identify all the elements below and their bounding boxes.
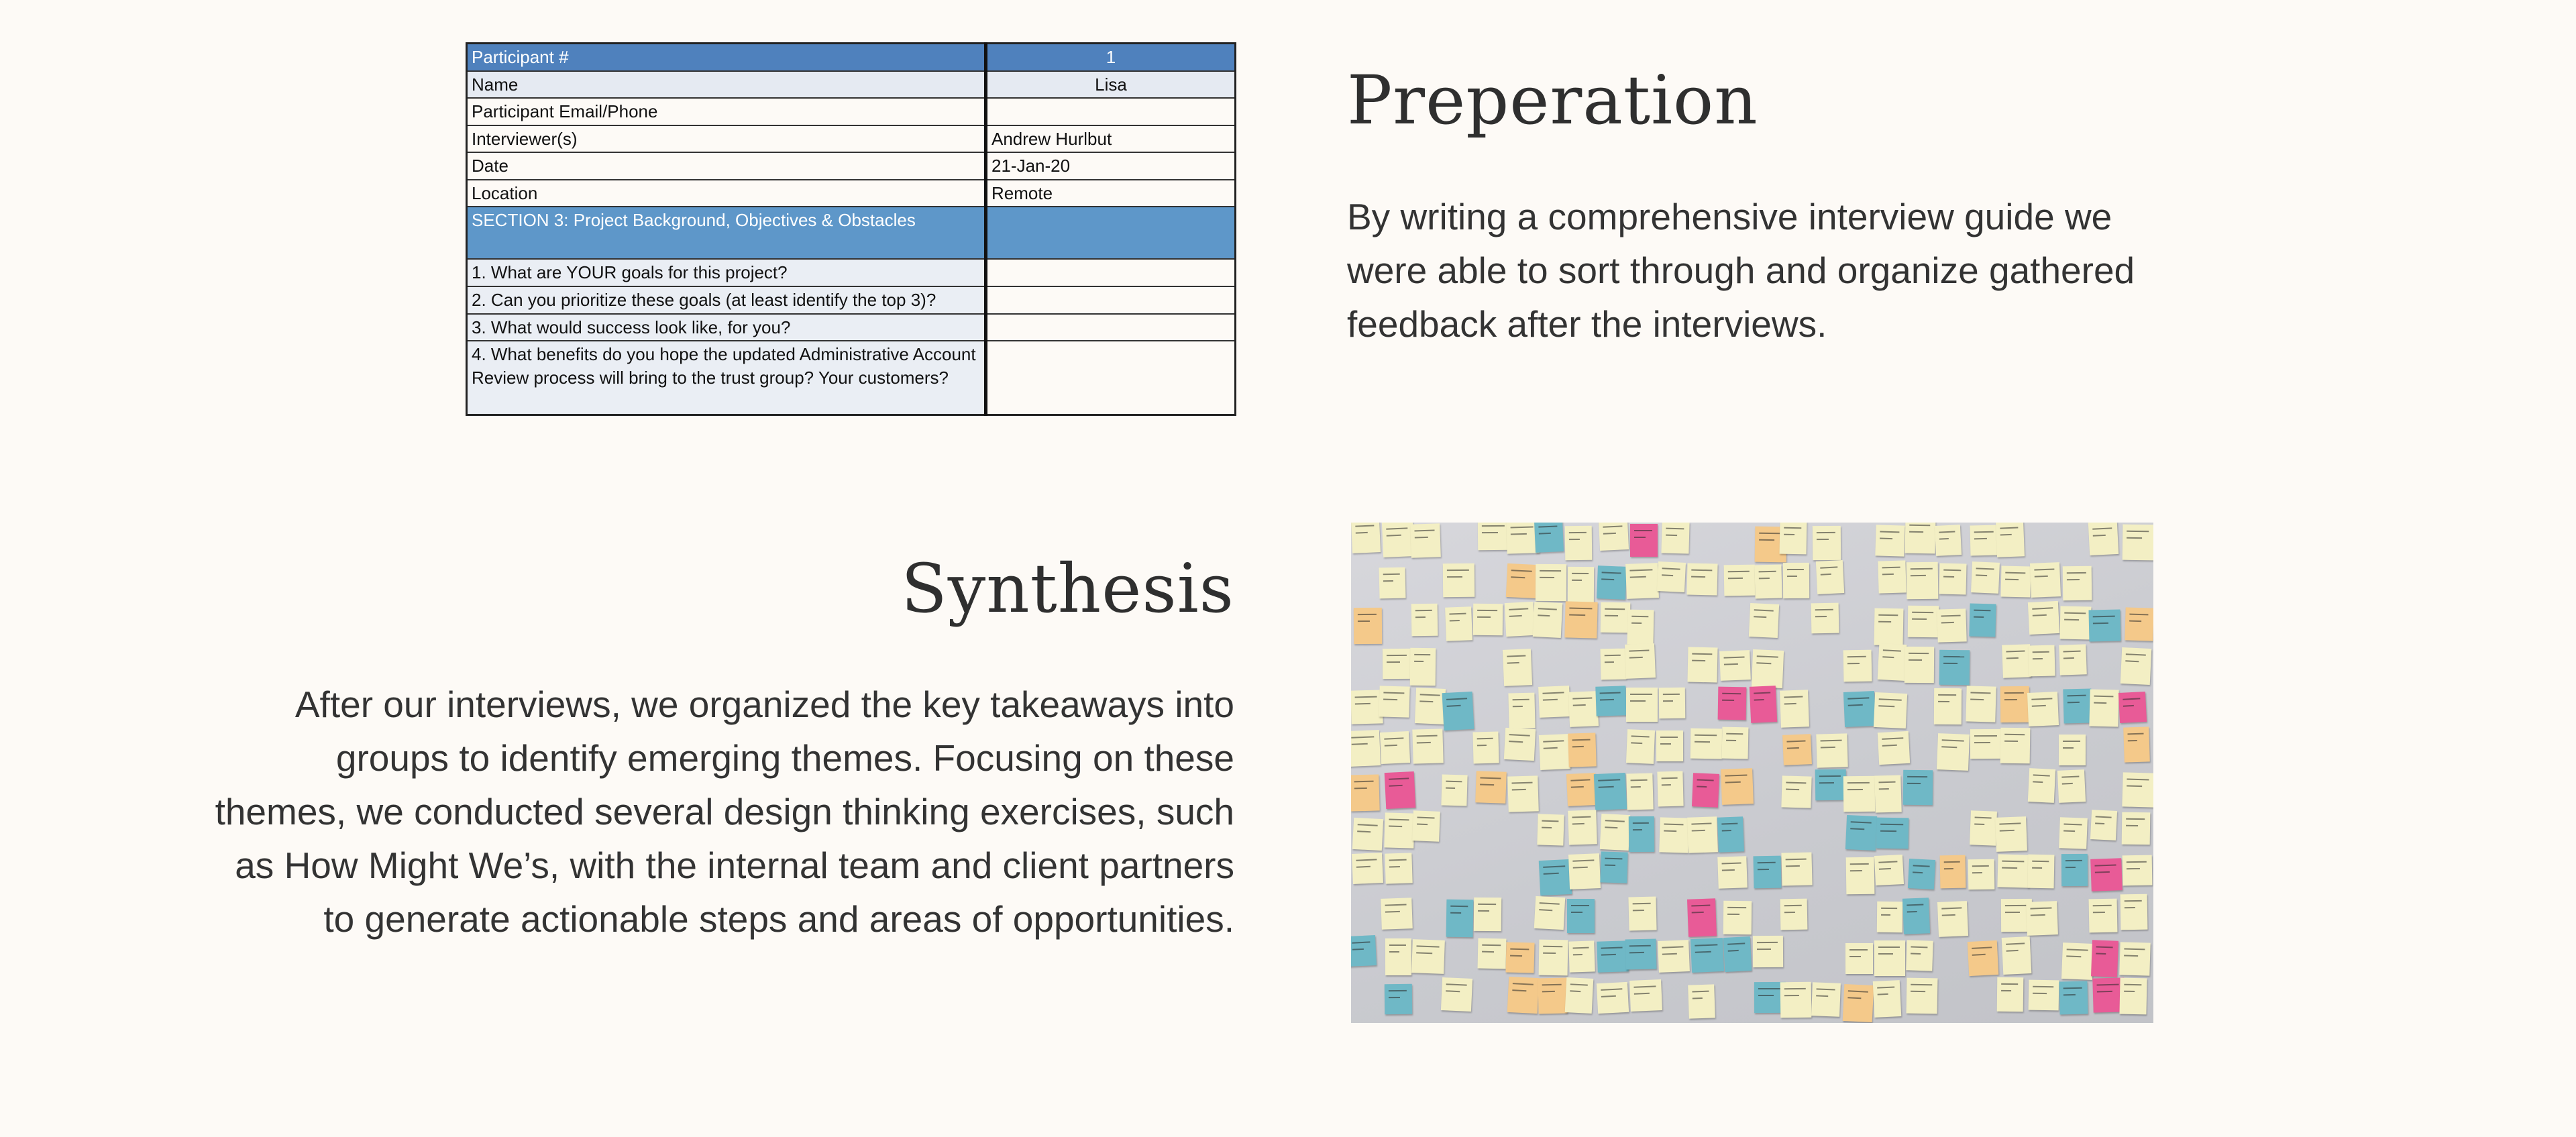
sticky-note	[1503, 649, 1532, 686]
sticky-note	[2028, 645, 2055, 677]
sticky-note	[1601, 649, 1627, 680]
sticky-note	[1970, 810, 1997, 845]
sticky-note	[2027, 692, 2059, 726]
sticky-note	[1688, 984, 1715, 1018]
sticky-note	[1811, 603, 1839, 634]
sticky-note	[2088, 523, 2118, 555]
sticky-note	[1749, 603, 1779, 638]
sticky-note	[1352, 818, 1383, 851]
sticky-note	[1597, 982, 1629, 1014]
question-row	[467, 314, 1236, 341]
sticky-note	[1659, 817, 1689, 853]
sticky-note	[1629, 979, 1662, 1012]
sticky-note	[1379, 686, 1409, 717]
sticky-note	[2026, 901, 2058, 936]
sticky-note	[2123, 855, 2153, 886]
sticky-note	[2000, 686, 2029, 722]
sticky-note	[1472, 732, 1499, 764]
sticky-note	[1445, 606, 1472, 641]
sticky-note	[1939, 650, 1970, 685]
answer-cell	[986, 341, 1236, 415]
sticky-note	[2121, 647, 2151, 685]
sticky-note	[1595, 686, 1626, 716]
question-row	[467, 286, 1236, 314]
sticky-note	[1904, 647, 1934, 683]
sticky-note	[1656, 730, 1683, 761]
sticky-note	[2028, 768, 2055, 803]
sticky-note	[1723, 936, 1752, 972]
table-header-row	[467, 44, 1236, 71]
sticky-note	[1351, 523, 1381, 553]
sticky-note	[1534, 523, 1564, 553]
sticky-note	[1780, 899, 1808, 930]
sticky-note	[1568, 691, 1599, 727]
synthesis-title: Synthesis	[901, 549, 1234, 628]
sticky-note	[1410, 523, 1441, 557]
interviewer-label: Interviewer(s)	[467, 125, 986, 153]
table-row	[467, 98, 1236, 125]
sticky-note	[2090, 858, 2123, 891]
sticky-note	[1415, 688, 1446, 724]
sticky-note	[1845, 943, 1873, 974]
sticky-note	[2030, 562, 2061, 598]
sticky-note	[1966, 686, 1996, 722]
sticky-note	[2063, 566, 2092, 601]
name-label: Name	[467, 71, 986, 99]
sticky-note	[1568, 853, 1601, 889]
sticky-note	[1717, 816, 1744, 852]
sticky-note	[2091, 940, 2118, 977]
sticky-note	[1441, 774, 1467, 806]
sticky-note	[1539, 734, 1570, 770]
location-value: Remote	[986, 180, 1236, 207]
sticky-note	[1351, 730, 1381, 767]
answer-cell	[986, 286, 1236, 314]
sticky-note	[1935, 525, 1962, 556]
sticky-note	[2123, 525, 2153, 561]
sticky-note	[1505, 942, 1534, 973]
section-header-row	[467, 207, 1236, 259]
sticky-note	[1816, 733, 1847, 767]
sticky-note	[2028, 855, 2055, 889]
sticky-note	[1907, 562, 1939, 600]
question-text: 1. What are YOUR goals for this project?	[467, 259, 986, 286]
sticky-note	[1843, 776, 1876, 812]
sticky-note	[1625, 563, 1659, 599]
sticky-note	[1412, 728, 1443, 763]
sticky-note	[1687, 898, 1717, 937]
sticky-note	[2118, 692, 2147, 723]
sticky-note	[1934, 688, 1962, 724]
sticky-note	[1626, 688, 1658, 722]
sticky-note	[1385, 771, 1416, 809]
sticky-note	[1626, 773, 1653, 810]
sticky-note	[1843, 984, 1874, 1022]
sticky-note	[1907, 978, 1938, 1014]
sticky-note	[1505, 602, 1536, 637]
sticky-note	[1474, 898, 1501, 931]
sticky-note	[1658, 940, 1690, 973]
sticky-note	[1969, 603, 1996, 637]
sticky-note	[1625, 939, 1657, 970]
sticky-note	[1475, 771, 1507, 803]
sticky-note	[1780, 982, 1812, 1018]
answer-cell	[986, 314, 1236, 341]
section-empty-cell	[986, 207, 1236, 259]
sticky-note	[1874, 608, 1904, 646]
sticky-note	[1383, 649, 1412, 679]
sticky-note	[2123, 726, 2150, 762]
sticky-note	[1908, 606, 1939, 638]
sticky-note	[1874, 692, 1907, 728]
sticky-note	[1601, 602, 1631, 633]
sticky-note	[2028, 601, 2059, 635]
sticky-note	[1997, 977, 2024, 1012]
sticky-note	[1717, 856, 1748, 888]
sticky-note	[1968, 859, 1995, 890]
sticky-note	[1507, 775, 1539, 812]
sticky-note	[1565, 526, 1593, 560]
sticky-note	[2059, 981, 2088, 1015]
sticky-note	[1594, 773, 1627, 810]
sticky-note	[1813, 526, 1841, 560]
sticky-note	[1625, 643, 1656, 679]
sticky-note	[1724, 565, 1756, 596]
sticky-note	[1536, 564, 1566, 601]
sticky-note	[1968, 940, 1999, 976]
sticky-note	[1686, 563, 1717, 595]
sticky-note	[1970, 525, 1999, 556]
interviewer-value: Andrew Hurlbut	[986, 125, 1236, 153]
preparation-body: By writing a comprehensive interview guide we were able to sort through and organize gathered feedback after the interviews.	[1347, 196, 2135, 345]
table-row	[467, 125, 1236, 153]
sticky-note	[1627, 610, 1654, 645]
sticky-note	[2002, 936, 2032, 975]
sticky-note	[1937, 608, 1966, 642]
sticky-note	[2061, 854, 2088, 886]
sticky-note	[1875, 525, 1904, 556]
sticky-note	[1874, 775, 1902, 812]
sticky-note	[1533, 602, 1562, 638]
sticky-note	[1354, 608, 1382, 644]
sticky-note	[1351, 690, 1383, 724]
sticky-note	[1568, 940, 1595, 972]
date-label: Date	[467, 152, 986, 180]
sticky-note	[1351, 774, 1380, 811]
sticky-note	[1539, 859, 1572, 896]
sticky-note	[1754, 856, 1782, 889]
location-label: Location	[467, 180, 986, 207]
sticky-note	[2057, 769, 2086, 803]
sticky-note	[2063, 688, 2092, 723]
sticky-note	[1718, 687, 1747, 720]
sticky-note	[2000, 728, 2031, 764]
sticky-note	[2002, 644, 2031, 678]
sticky-note	[1811, 982, 1841, 1017]
sticky-note	[1752, 649, 1784, 688]
question-text: 4. What benefits do you hope the updated Administrative Account Review process will bring to the trust group? Your customers?	[467, 341, 986, 415]
sticky-note	[1597, 940, 1629, 973]
sticky-note	[1845, 815, 1877, 851]
sticky-note	[1874, 855, 1904, 885]
sticky-note	[2125, 607, 2153, 641]
sticky-note	[1873, 980, 1901, 1018]
section-title: SECTION 3: Project Background, Objectives & Obstacles	[467, 207, 986, 259]
sticky-note	[1538, 686, 1570, 718]
sticky-note	[1504, 728, 1536, 761]
sticky-note	[1908, 859, 1935, 889]
sticky-note	[2119, 978, 2147, 1015]
question-text: 2. Can you prioritize these goals (at least identify the top 3)?	[467, 286, 986, 314]
sticky-note	[1411, 939, 1445, 974]
email-phone-value	[986, 98, 1236, 125]
sticky-note	[1507, 977, 1540, 1014]
sticky-note	[1878, 643, 1907, 681]
sticky-note	[2029, 980, 2059, 1011]
sticky-note	[1783, 563, 1809, 598]
sticky-note	[1568, 733, 1596, 767]
sticky-note	[2059, 644, 2087, 675]
sticky-note	[1657, 561, 1686, 592]
sticky-note	[2121, 894, 2148, 930]
sticky-note	[1781, 775, 1811, 808]
sticky-note	[1780, 523, 1807, 554]
table-row	[467, 180, 1236, 207]
sticky-note	[1410, 648, 1436, 686]
sticky-note	[1690, 938, 1724, 973]
sticky-note	[1599, 523, 1629, 551]
sticky-note	[1600, 814, 1631, 851]
sticky-note	[2089, 689, 2118, 726]
sticky-note	[1753, 936, 1783, 967]
sticky-note	[1442, 692, 1474, 730]
sticky-note	[2090, 810, 2117, 841]
sticky-note	[2089, 899, 2118, 933]
sticky-note	[1657, 771, 1683, 807]
sticky-note	[1721, 768, 1754, 805]
sticky-note	[1692, 773, 1719, 808]
sticky-note	[1351, 935, 1377, 967]
sticky-note	[2089, 610, 2121, 642]
sticky-note	[1566, 773, 1597, 806]
sticky-note	[1878, 731, 1910, 765]
sticky-note	[2059, 735, 2086, 765]
sticky-note	[1473, 604, 1503, 635]
sticky-note	[1781, 852, 1812, 885]
sticky-note	[1877, 902, 1902, 932]
sticky-note	[1659, 688, 1685, 718]
sticky-note	[1534, 896, 1565, 930]
sticky-note	[1626, 729, 1655, 764]
sticky-note	[1719, 650, 1751, 681]
sticky-note	[1568, 810, 1597, 845]
sticky-note	[1597, 565, 1627, 600]
sticky-note	[1937, 733, 1970, 771]
sticky-note-wall-photo	[1351, 523, 2153, 1023]
sticky-note	[1567, 899, 1595, 933]
sticky-note	[1687, 816, 1718, 853]
sticky-note	[1843, 650, 1872, 682]
sticky-note	[1600, 851, 1627, 883]
sticky-note	[1412, 810, 1440, 842]
sticky-note	[1971, 561, 2000, 594]
sticky-note	[1690, 728, 1723, 759]
name-value: Lisa	[986, 71, 1236, 99]
sticky-note	[1876, 818, 1909, 849]
synthesis-body: After our interviews, we organized the key takeaways into groups to identify emerging themes. Focusing on these themes, we conducted several design thinking exercises, such as How Might We’s, with the internal team and client partners to generate actionable steps and areas of opportunities.	[215, 684, 1234, 940]
sticky-note	[2059, 817, 2088, 849]
sticky-note	[1997, 854, 2029, 887]
sticky-note	[2059, 606, 2091, 640]
answer-cell	[986, 259, 1236, 286]
sticky-note	[2122, 812, 2151, 845]
interview-guide-table	[466, 42, 1236, 416]
sticky-note	[1687, 647, 1717, 683]
sticky-note	[1506, 563, 1538, 598]
sticky-note	[1380, 731, 1410, 764]
sticky-note	[1874, 940, 1905, 976]
sticky-note	[1446, 900, 1474, 938]
sticky-note	[1508, 693, 1535, 729]
sticky-note	[1661, 523, 1689, 554]
sticky-note	[1843, 691, 1876, 727]
sticky-note	[1568, 567, 1594, 604]
sticky-note	[1754, 564, 1782, 598]
sticky-note	[2119, 942, 2150, 975]
sticky-note	[1381, 898, 1413, 930]
sticky-note	[1846, 857, 1875, 895]
question-text: 3. What would success look like, for you?	[467, 314, 986, 341]
email-phone-label: Participant Email/Phone	[467, 98, 986, 125]
date-value: 21-Jan-20	[986, 152, 1236, 180]
sticky-note	[1443, 563, 1474, 597]
sticky-note	[1411, 604, 1438, 637]
sticky-note	[1903, 770, 1933, 805]
sticky-note	[1478, 523, 1510, 550]
sticky-note	[1902, 898, 1930, 934]
sticky-note	[1385, 984, 1412, 1014]
sticky-note	[1441, 977, 1472, 1012]
sticky-note	[1352, 853, 1383, 884]
sticky-note	[1379, 567, 1406, 599]
sticky-note	[1478, 938, 1507, 969]
table-row	[467, 71, 1236, 99]
sticky-note	[1906, 940, 1933, 971]
question-row	[467, 341, 1236, 415]
sticky-note	[1385, 853, 1412, 883]
sticky-note	[1816, 560, 1844, 594]
sticky-note	[1385, 938, 1411, 975]
sticky-note	[1878, 560, 1906, 593]
sticky-note	[1537, 814, 1564, 845]
sticky-note	[2122, 772, 2153, 807]
sticky-note	[1905, 523, 1936, 553]
question-row	[467, 259, 1236, 286]
table-row	[467, 152, 1236, 180]
sticky-note	[1564, 601, 1597, 638]
participant-number-value: 1	[986, 44, 1236, 71]
sticky-note	[1995, 816, 2027, 852]
sticky-note	[1538, 978, 1567, 1014]
sticky-note	[1939, 563, 1966, 595]
sticky-note	[1723, 901, 1752, 934]
sticky-note	[2000, 566, 2031, 598]
sticky-note	[1722, 727, 1749, 759]
sticky-note	[1750, 686, 1777, 723]
sticky-note	[1630, 524, 1658, 557]
sticky-note	[1780, 690, 1809, 727]
sticky-note	[1937, 901, 1968, 937]
sticky-note	[2061, 942, 2094, 980]
sticky-note	[1970, 729, 2002, 759]
preparation-title: Preperation	[1347, 61, 1758, 140]
sticky-note	[1382, 523, 1414, 557]
sticky-note	[1628, 897, 1656, 931]
sticky-note	[1940, 855, 1966, 889]
sticky-note	[1384, 812, 1414, 848]
sticky-note	[1539, 940, 1568, 976]
sticky-note	[1782, 734, 1812, 765]
sticky-note	[1629, 816, 1654, 852]
sticky-note	[1996, 523, 2025, 557]
sticky-note	[1815, 769, 1847, 801]
participant-number-label: Participant #	[467, 44, 986, 71]
sticky-note	[1565, 977, 1594, 1014]
